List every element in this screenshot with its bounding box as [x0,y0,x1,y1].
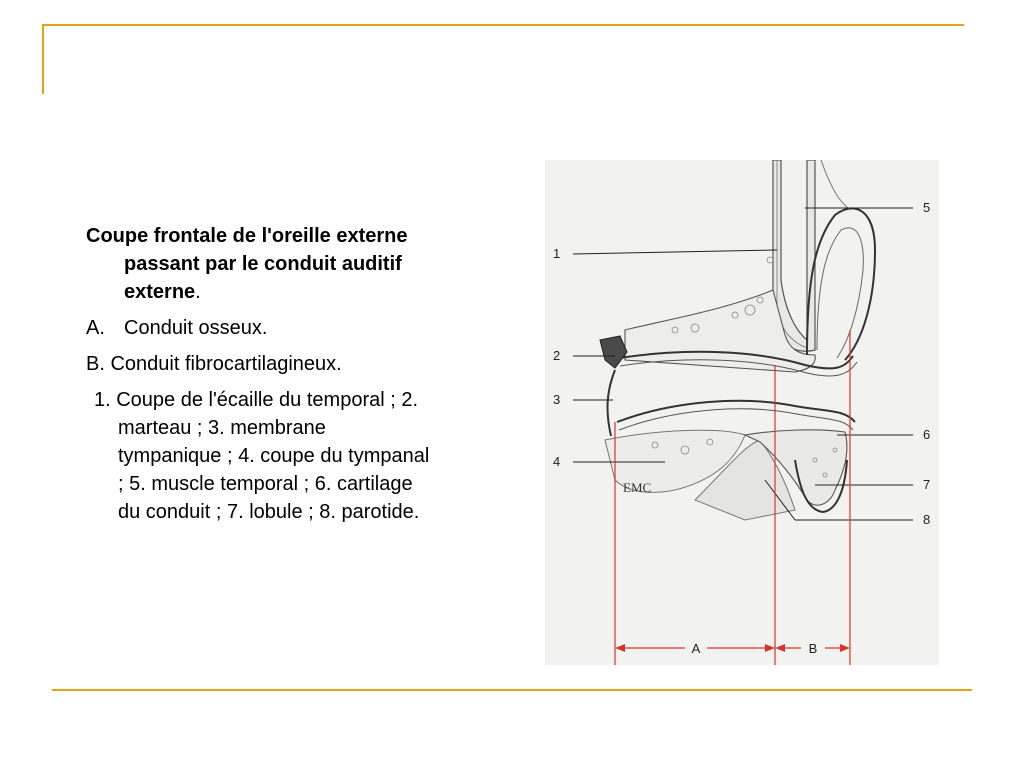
emc-watermark: EMC [623,480,652,495]
slide-text [86,222,431,534]
label-5: 5 [923,200,931,215]
legend-list [94,386,431,526]
label-4: 4 [553,454,561,469]
label-6: 6 [923,427,931,442]
dimension-b: B [808,641,818,656]
label-2: 2 [553,348,561,363]
title-text: Coupe frontale de l'oreille externe passant par le conduit auditif externe [86,225,408,303]
dimension-a: A [691,641,701,656]
left-vertical-rule [42,24,44,94]
slide-title [86,222,431,306]
item-b [86,350,431,378]
ear-section-figure [545,160,939,665]
label-3: 3 [553,392,561,407]
bottom-horizontal-rule [52,689,972,691]
top-horizontal-rule [42,24,964,26]
label-1: 1 [553,246,561,261]
item-a-text: Conduit osseux. [124,317,268,339]
label-7: 7 [923,477,931,492]
title-suffix: . [195,281,201,303]
label-8: 8 [923,512,931,527]
legend-text: 1. Coupe de l'écaille du temporal ; 2. marteau ; 3. membrane tympanique ; 4. coupe du tympanal ; 5. muscle temporal ; 6. cartilage du conduit ; 7. lobule ; 8. parotide. [94,389,430,523]
item-b-text: B. Conduit fibrocartilagineux. [86,353,342,375]
item-a-marker: A. [86,317,105,339]
ear-drawing [545,160,939,665]
item-a [86,314,431,342]
